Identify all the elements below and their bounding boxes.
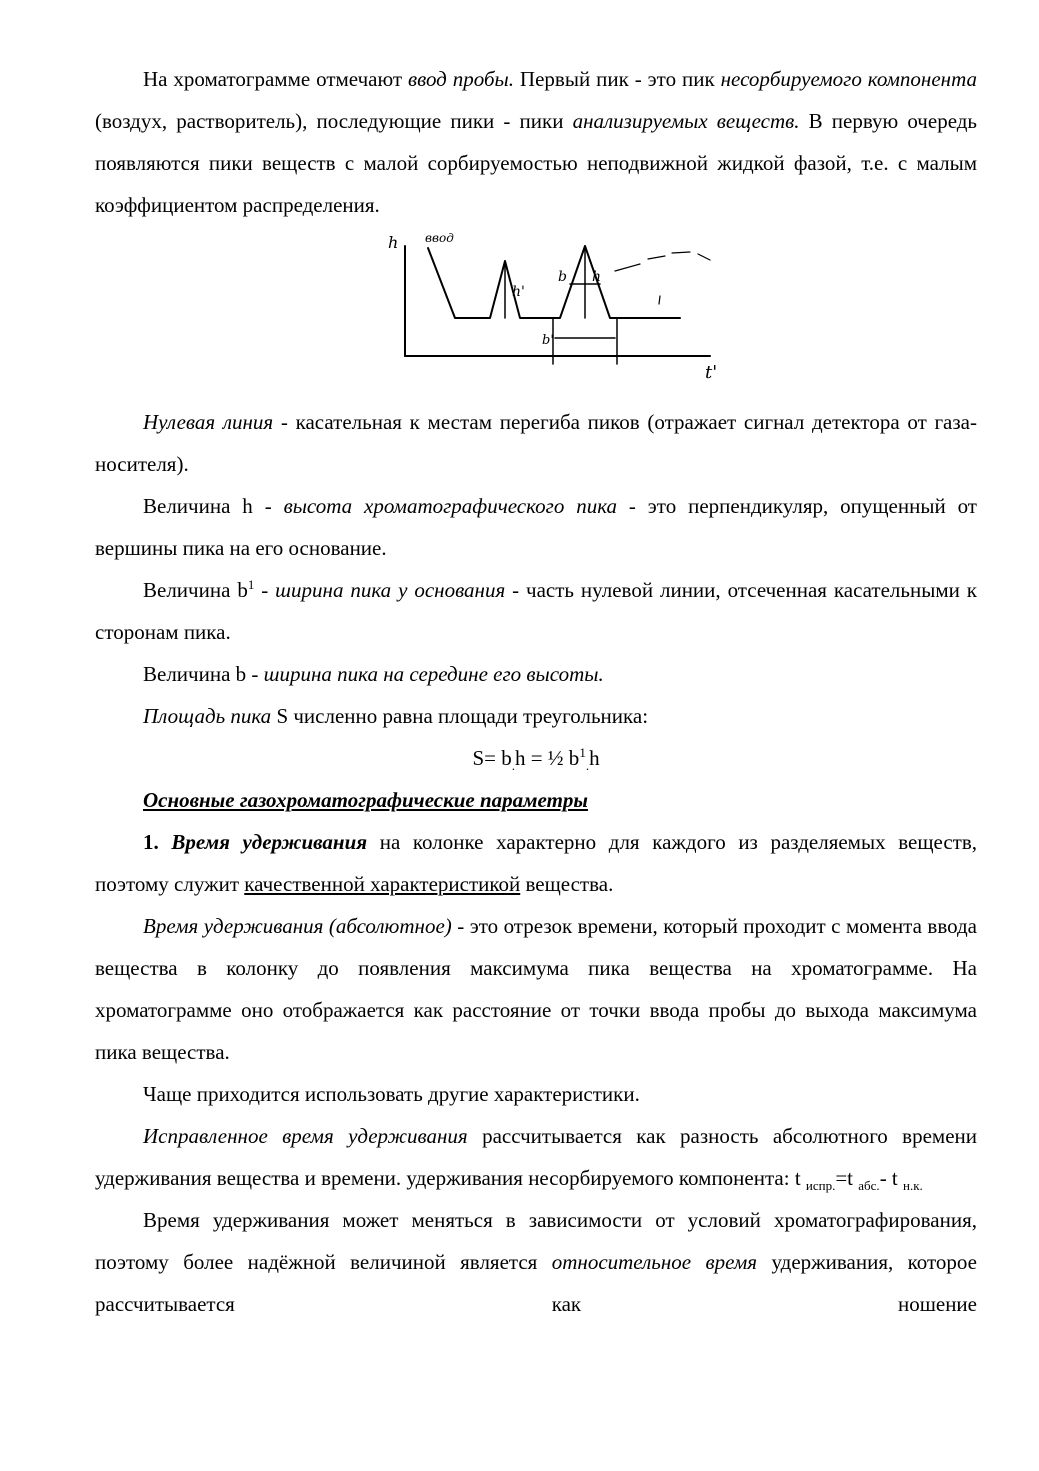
text: - часть нулевой линии, отсеченная касательными к сторонам пика. — [95, 578, 977, 644]
text: =t — [835, 1166, 859, 1190]
paragraph-relative-time — [95, 1199, 977, 1325]
term-analytes: анализируемых веществ. — [572, 109, 800, 133]
peak2-h-label: h — [592, 269, 602, 285]
underlined-text: качественной характеристикой — [244, 872, 521, 896]
paragraph-other-characteristics — [95, 1073, 977, 1115]
paragraph-zero-line — [95, 401, 977, 485]
axis-x-label: t' — [705, 362, 718, 383]
text: S= b — [472, 746, 512, 770]
dot: . — [511, 758, 515, 774]
term-corrected-retention: Исправленное время удерживания — [143, 1124, 468, 1148]
paragraph-area — [95, 695, 977, 737]
text: рассчитывается как разность абсолютного времени удерживания вещества и времени. удерживания несорбируемого компонента: t — [95, 1124, 977, 1190]
term-zero-line: Нулевая линия — [143, 410, 274, 434]
text: - это перпендикуляр, опущенный от вершины пика на его основание. — [95, 494, 977, 560]
paragraph-intro — [95, 58, 977, 226]
chromatogram-sketch — [380, 226, 740, 401]
text: В первую очередь появляются пики веществ с малой сорбируемостью неподвижной жидкой фазой, т.е. с малым коэффициентом распределения. — [95, 109, 977, 217]
subscript: испр. — [805, 1178, 836, 1194]
paragraph-absolute-time — [95, 905, 977, 1073]
text: - t — [879, 1166, 904, 1190]
text: Величина h - — [143, 494, 284, 518]
text: На хроматограмме отмечают — [143, 67, 408, 91]
term-retention-time: Время удерживания — [171, 830, 368, 854]
term-relative-time: относительное время — [551, 1250, 758, 1274]
term-sample-injection: ввод пробы. — [408, 67, 514, 91]
paragraph-base-width — [95, 569, 977, 653]
text: - это отрезок времени, который проходит с момента ввода вещества в колонку до появления максимума пика вещества на хроматограмме. На хроматограмме оно отображается как расстояние от точки ввода пробы до выхода максимума пика вещества. — [95, 914, 977, 1064]
dot: . — [585, 758, 590, 774]
superscript: 1 — [247, 577, 255, 592]
superscript: 1 — [579, 745, 586, 760]
paragraph-corrected-time — [95, 1115, 977, 1199]
text: вещества. — [520, 872, 614, 896]
term-peak-area: Площадь пика — [143, 704, 272, 728]
text: на колонке характерно для каждого из разделяемых веществ, поэтому служит — [95, 830, 978, 896]
text: Чаще приходится использовать другие характеристики. — [143, 1082, 640, 1106]
text: S численно равна площади треугольника: — [271, 704, 649, 728]
text: h — [589, 746, 600, 770]
text: - — [254, 578, 276, 602]
paragraph-half-width — [95, 653, 977, 695]
peak1-label: h' — [512, 284, 525, 300]
area-formula — [95, 737, 977, 779]
term-unsorbed-component: несорбируемого компонента — [720, 67, 978, 91]
text: Величина b — [143, 578, 248, 602]
text: - касательная к местам перегиба пиков (отражает сигнал детектора от газа-носителя). — [95, 410, 977, 476]
axis-y-label: h — [388, 233, 399, 252]
text: удерживания, которое рассчитывается как ношение — [95, 1250, 977, 1316]
term-absolute-retention: Время удерживания (абсолютное) — [143, 914, 452, 938]
item-number: 1. — [143, 830, 172, 854]
tick-mark — [659, 296, 660, 304]
decorative-dashes — [615, 252, 710, 271]
text: (воздух, растворитель), последующие пики - пики — [95, 109, 573, 133]
term-base-width: ширина пика у основания — [275, 578, 506, 602]
section-heading: Основные газохроматографические параметры — [143, 788, 588, 812]
baseline-trace — [428, 246, 680, 318]
subscript: абс. — [858, 1178, 880, 1194]
chromatogram-figure — [95, 226, 977, 401]
paragraph-retention-time — [95, 821, 977, 905]
page-content — [95, 58, 977, 1325]
inject-label: ввод — [425, 231, 454, 245]
subscript: н.к. — [903, 1178, 923, 1194]
term-half-width: ширина пика на середине его высоты. — [263, 662, 604, 686]
term-peak-height: высота хроматографического пика — [283, 494, 618, 518]
text: Время удерживания может меняться в зависимости от условий хроматографирования, поэтому более надёжной величиной является — [95, 1208, 977, 1274]
text: Величина b - — [143, 662, 264, 686]
text: Первый пик - это пик — [514, 67, 721, 91]
peak2-b1-label: b' — [542, 333, 554, 348]
peak2-b-label: b — [558, 269, 567, 285]
paragraph-height — [95, 485, 977, 569]
text: h = ½ b — [514, 746, 580, 770]
